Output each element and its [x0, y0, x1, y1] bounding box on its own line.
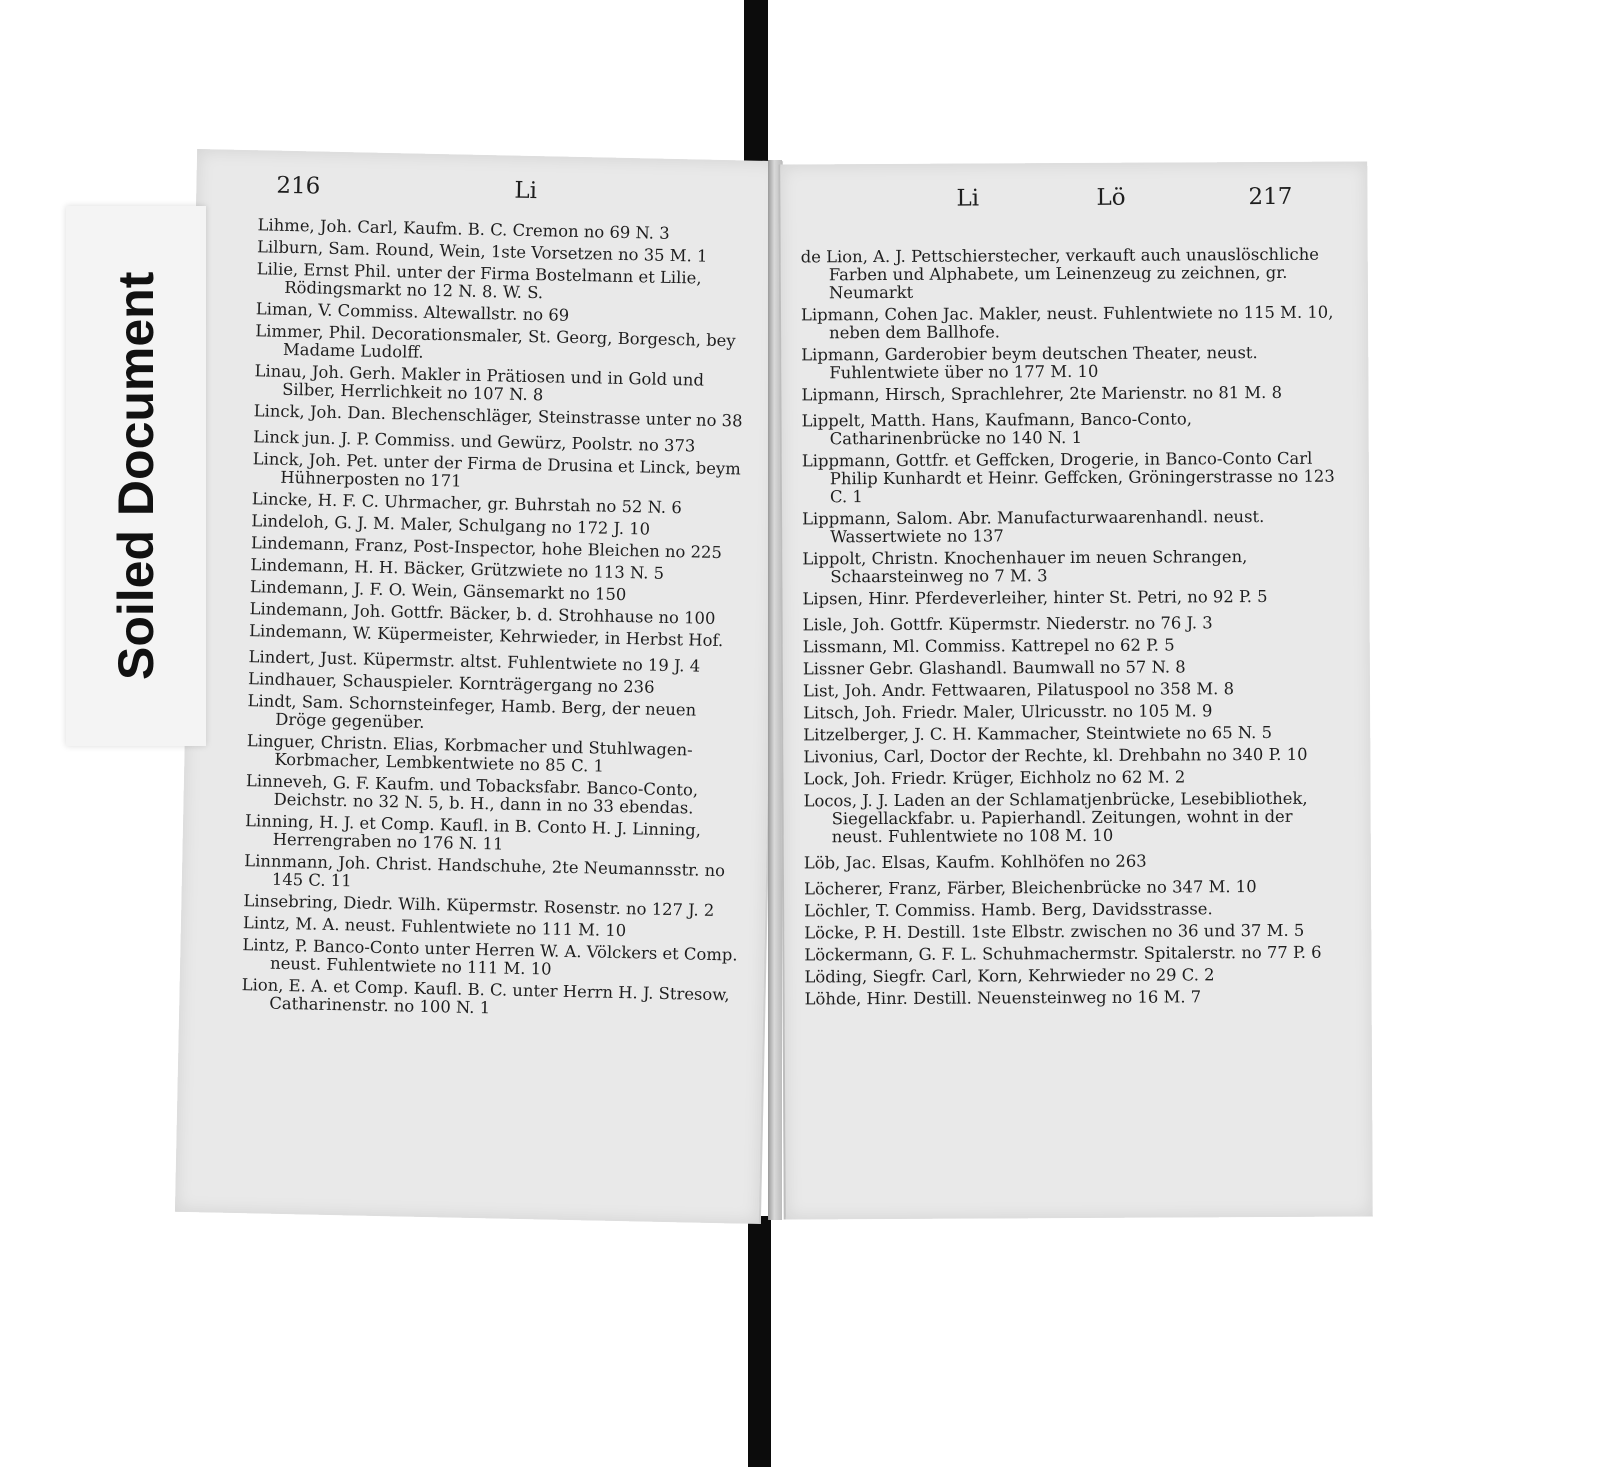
directory-entry: Lindemann, J. F. O. Wein, Gänsemarkt no 150 — [249, 577, 627, 605]
directory-entry: Lock, Joh. Friedr. Krüger, Eichholz no 62 M. 2 — [803, 767, 1186, 789]
directory-entry: Löding, Siegfr. Carl, Korn, Kehrwieder no 29 C. 2 — [804, 965, 1215, 987]
left-page — [175, 149, 783, 1224]
directory-entry: Löb, Jac. Elsas, Kaufm. Kohlhöfen no 263 — [803, 851, 1147, 873]
directory-entry: Löcke, P. H. Destill. 1ste Elbstr. zwischen no 36 und 37 M. 5 — [804, 920, 1305, 943]
directory-entry: Limmer, Phil. Decorationsmaler, St. Georg, Borgesch, bey Madame Ludolff. — [255, 321, 736, 362]
directory-entry: Linsebring, Diedr. Wilh. Küpermstr. Rosenstr. no 127 J. 2 — [243, 891, 715, 920]
directory-entry: Lippelt, Matth. Hans, Kaufmann, Banco-Conto, Catharinenbrücke no 140 N. 1 — [801, 409, 1192, 449]
right-running-head-right: Lö — [1096, 184, 1126, 211]
directory-entry: Lihme, Joh. Carl, Kaufm. B. C. Cremon no 69 N. 3 — [257, 215, 670, 243]
directory-entry: Linck, Joh. Dan. Blechenschläger, Steinstrasse unter no 38 — [253, 401, 743, 431]
top-binding-strip — [744, 0, 768, 164]
directory-entry: Lindemann, H. H. Bäcker, Grützwiete no 113 N. 5 — [250, 555, 665, 583]
directory-entry: Löhde, Hinr. Destill. Neuensteinweg no 16 M. 7 — [804, 987, 1202, 1009]
directory-entry: Lion, E. A. et Comp. Kaufl. B. C. unter Herrn H. J. Stresow, Catharinenstr. no 100 N. 1 — [241, 975, 730, 1018]
directory-entry: Lintz, M. A. neust. Fuhlentwiete no 111 M. 10 — [242, 913, 627, 941]
directory-entry: List, Joh. Andr. Fettwaaren, Pilatuspool no 358 M. 8 — [802, 679, 1235, 701]
directory-entry: Lincke, H. F. C. Uhrmacher, gr. Buhrstah no 52 N. 6 — [251, 489, 682, 518]
directory-entry: Lipmann, Cohen Jac. Makler, neust. Fuhlentwiete no 115 M. 10, neben dem Ballhofe. — [800, 302, 1334, 343]
directory-entry: Lintz, P. Banco-Conto unter Herren W. A. Völckers et Comp. neust. Fuhlentwiete no 111 M. 10 — [242, 935, 738, 979]
left-running-head: Li — [514, 177, 538, 205]
directory-entry: Lipsen, Hinr. Pferdeverleiher, hinter St. Petri, no 92 P. 5 — [802, 586, 1268, 609]
directory-entry: Lippmann, Salom. Abr. Manufacturwaarenhandl. neust. Wassertwiete no 137 — [802, 507, 1265, 547]
directory-entry: Lipmann, Hirsch, Sprachlehrer, 2te Marienstr. no 81 M. 8 — [801, 382, 1283, 405]
left-page-number: 216 — [276, 172, 321, 200]
directory-entry: Lisle, Joh. Gottfr. Küpermstr. Niederstr. no 76 J. 3 — [802, 613, 1213, 635]
directory-entry: Lindemann, W. Küpermeister, Kehrwieder, in Herbst Hof. — [248, 621, 724, 651]
directory-entry: Löchler, T. Commiss. Hamb. Berg, Davidsstrasse. — [804, 899, 1213, 921]
directory-entry: Lilburn, Sam. Round, Wein, 1ste Vorsetzen no 35 M. 1 — [256, 237, 708, 266]
directory-entry: Linck, Joh. Pet. unter der Firma de Drusina et Linck, beym Hühnerposten no 171 — [252, 449, 741, 491]
directory-entry: Lilie, Ernst Phil. unter der Firma Bostelmann et Lilie, Rödingsmarkt no 12 N. 8. W. S. — [256, 259, 702, 303]
directory-entry: Lippolt, Christn. Knochenhauer im neuen Schrangen, Schaarsteinweg no 7 M. 3 — [802, 547, 1248, 587]
directory-entry: Liman, V. Commiss. Altewallstr. no 69 — [255, 299, 570, 325]
directory-entry: Livonius, Carl, Doctor der Rechte, kl. Drehbahn no 340 P. 10 — [803, 744, 1308, 767]
right-running-head-left: Li — [956, 185, 980, 212]
right-page — [778, 161, 1373, 1219]
directory-entry: Löckermann, G. F. L. Schuhmachermstr. Spitalerstr. no 77 P. 6 — [804, 942, 1322, 965]
directory-entry: Lindemann, Franz, Post-Inspector, hohe Bleichen no 225 — [250, 533, 723, 563]
directory-entry: Litsch, Joh. Friedr. Maler, Ulricusstr. no 105 M. 9 — [803, 701, 1213, 723]
directory-entry: Lindeloh, G. J. M. Maler, Schulgang no 172 J. 10 — [251, 511, 651, 539]
directory-entry: Löcherer, Franz, Färber, Bleichenbrücke no 347 M. 10 — [803, 877, 1257, 899]
directory-entry: Linnmann, Joh. Christ. Handschuhe, 2te Neumannsstr. no 145 C. 11 — [244, 851, 726, 891]
directory-entry: Linau, Joh. Gerh. Makler in Prätiosen und in Gold und Silber, Herrlichkeit no 107 N. 8 — [254, 361, 705, 405]
directory-entry: Lindhauer, Schauspieler. Kornträgergang no 236 — [247, 669, 655, 697]
left-entries — [241, 216, 758, 1026]
directory-entry: Lindert, Just. Küpermstr. altst. Fuhlentwiete no 19 J. 4 — [248, 647, 701, 676]
directory-entry: Locos, J. J. Laden an der Schlamatjenbrücke, Lesebibliothek, Siegellackfabr. u. Papierhandl. Zeitungen, wohnt in der neust. Fuhlentwiete no 108 M. 10 — [803, 788, 1308, 847]
directory-entry: Lippmann, Gottfr. et Geffcken, Drogerie, in Banco-Conto Carl Philip Kunhardt et Heinr. Geffcken, Gröningerstrasse no 123 C. 1 — [801, 448, 1335, 507]
directory-entry: Litzelberger, J. C. H. Kammacher, Steintwiete no 65 N. 5 — [803, 722, 1273, 745]
soiled-document-label: Soiled Document — [108, 271, 164, 680]
directory-entry: Lissmann, Ml. Commiss. Kattrepel no 62 P. 5 — [802, 635, 1175, 657]
right-entries — [801, 246, 1342, 1013]
right-page-number: 217 — [1248, 183, 1293, 211]
bottom-binding-strip — [748, 1216, 771, 1467]
directory-entry: Linning, H. J. et Comp. Kaufl. in B. Conto H. J. Linning, Herrengraben no 176 N. 11 — [244, 811, 702, 854]
directory-entry: Lissner Gebr. Glashandl. Baumwall no 57 N. 8 — [802, 657, 1186, 679]
directory-entry: Lipmann, Garderobier beym deutschen Theater, neust. Fuhlentwiete über no 177 M. 10 — [801, 343, 1258, 383]
directory-entry: Linneveh, G. F. Kaufm. und Tobacksfabr. Banco-Conto, Deichstr. no 32 N. 5, b. H., dann in no 33 ebendas. — [245, 771, 699, 818]
directory-entry: de Lion, A. J. Pettschierstecher, verkauft auch unauslöschliche Farben und Alphabete, um Leinenzeug zu zeichnen, gr. Neumarkt — [800, 244, 1320, 303]
directory-entry: Linguer, Christn. Elias, Korbmacher und Stuhlwagen-Korbmacher, Lembkentwiete no 85 C. 1 — [246, 731, 693, 776]
directory-entry: Lindt, Sam. Schornsteinfeger, Hamb. Berg, der neuen Dröge gegenüber. — [247, 691, 697, 732]
directory-entry: Lindemann, Joh. Gottfr. Bäcker, b. d. Strohhause no 100 — [249, 599, 716, 628]
directory-entry: Linck jun. J. P. Commiss. und Gewürz, Poolstr. no 373 — [252, 427, 696, 456]
